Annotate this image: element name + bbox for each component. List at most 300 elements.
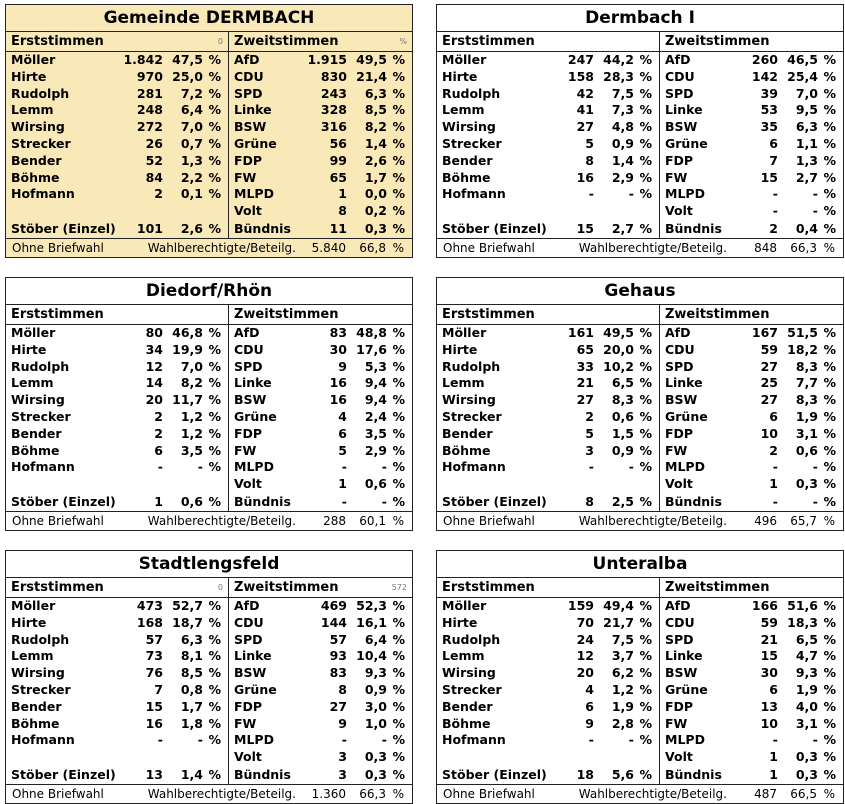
erststimmen-votes: 15	[145, 698, 163, 714]
percent-sign: %	[639, 52, 652, 67]
erststimmen-row	[11, 459, 223, 476]
zweitstimmen-name: BSW	[234, 665, 267, 681]
percent-sign: %	[392, 767, 405, 783]
percent-sign: %	[639, 85, 652, 101]
erststimmen-row	[11, 325, 223, 342]
erststimmen-percent: 19,9	[172, 341, 203, 357]
zweitstimmen-header	[229, 32, 412, 52]
erststimmen-percent: 20,0	[603, 341, 634, 357]
erststimmen-rows	[442, 325, 654, 511]
zweitstimmen-votes: 1	[338, 186, 347, 202]
zweitstimmen-votes: -	[772, 732, 778, 748]
zweitstimmen-votes: 3	[338, 749, 347, 765]
zweitstimmen-votes: 6	[338, 425, 347, 441]
zweitstimmen-percent: 1,0	[364, 715, 387, 731]
zweitstimmen-votes: 167	[751, 325, 778, 340]
zweitstimmen-name: MLPD	[665, 186, 705, 202]
percent-sign: %	[392, 102, 405, 118]
zweitstimmen-name: Linke	[665, 102, 703, 118]
erststimmen-name: Wirsing	[442, 392, 496, 408]
zweitstimmen-percent: 0,3	[795, 767, 818, 783]
erststimmen-name: Hirte	[11, 68, 47, 84]
erststimmen-name: Lemm	[442, 375, 485, 391]
erststimmen-name: Wirsing	[11, 665, 65, 681]
zweitstimmen-row	[665, 443, 838, 460]
footer-wahlberechtigte-label: Wahlberechtigte/Beteilg.	[147, 240, 296, 255]
percent-sign: %	[208, 665, 221, 681]
percent-sign: %	[392, 749, 405, 765]
percent-sign: %	[823, 631, 836, 647]
percent-sign: %	[208, 715, 221, 731]
percent-sign: %	[392, 135, 405, 151]
panel-footer	[437, 785, 843, 803]
erststimmen-row	[11, 598, 223, 615]
zweitstimmen-percent: 18,3	[787, 614, 818, 630]
panel-body	[437, 578, 843, 785]
erststimmen-name	[442, 749, 550, 767]
percent-sign: %	[639, 68, 652, 84]
percent-sign: %	[392, 494, 405, 510]
erststimmen-name	[442, 203, 550, 221]
erststimmen-name: Böhme	[11, 169, 60, 185]
zweitstimmen-percent: 0,0	[364, 186, 387, 202]
erststimmen-votes: 248	[136, 102, 163, 118]
percent-sign: %	[823, 681, 836, 697]
zweitstimmen-percent: 9,4	[364, 392, 387, 408]
erststimmen-name: Möller	[442, 325, 487, 340]
erststimmen-votes: 12	[576, 648, 594, 664]
erststimmen-name: Hirte	[11, 341, 47, 357]
zweitstimmen-votes: 5	[338, 442, 347, 458]
erststimmen-row	[442, 749, 654, 767]
erststimmen-row	[442, 632, 654, 649]
zweitstimmen-name: FW	[665, 715, 688, 731]
erststimmen-rows	[442, 52, 654, 238]
erststimmen-row	[442, 86, 654, 103]
erststimmen-votes: 1.842	[123, 52, 163, 67]
zweitstimmen-label: Zweitstimmen	[234, 580, 339, 595]
zweitstimmen-votes: 1	[338, 476, 347, 492]
zweitstimmen-name: Grüne	[234, 681, 277, 697]
erststimmen-row	[11, 665, 223, 682]
percent-sign: %	[639, 665, 652, 681]
zweitstimmen-row	[234, 392, 407, 409]
zweitstimmen-votes: 25	[760, 375, 778, 391]
zweitstimmen-votes: 1.915	[307, 52, 347, 67]
percent-sign: %	[823, 698, 836, 714]
erststimmen-name: Bender	[442, 698, 493, 714]
erststimmen-name: Möller	[11, 52, 56, 67]
zweitstimmen-percent: 1,9	[795, 408, 818, 424]
erststimmen-percent: 49,5	[603, 325, 634, 340]
erststimmen-name: Hofmann	[442, 186, 506, 202]
erststimmen-percent: 1,4	[611, 152, 634, 168]
erststimmen-row	[11, 443, 223, 460]
percent-sign: %	[639, 425, 652, 441]
zweitstimmen-row	[665, 69, 838, 86]
zweitstimmen-row	[234, 359, 407, 376]
zweitstimmen-row	[234, 699, 407, 716]
erststimmen-percent: 52,7	[172, 598, 203, 613]
erststimmen-votes: 2	[154, 425, 163, 441]
zweitstimmen-row	[665, 170, 838, 187]
erststimmen-votes: 8	[585, 494, 594, 510]
zweitstimmen-votes: 10	[760, 715, 778, 731]
percent-sign: %	[392, 648, 405, 664]
erststimmen-votes	[119, 476, 163, 494]
percent-sign: %	[392, 459, 405, 475]
zweitstimmen-votes: 35	[760, 119, 778, 135]
erststimmen-name: Möller	[11, 325, 56, 340]
percent-sign: %	[639, 341, 652, 357]
zweitstimmen-votes: 57	[329, 631, 347, 647]
erststimmen-percent: 8,3	[611, 392, 634, 408]
percent-sign: %	[392, 476, 405, 492]
erststimmen-votes: 101	[136, 221, 163, 237]
erststimmen-label: Erststimmen	[11, 34, 104, 49]
erststimmen-votes: 20	[145, 392, 163, 408]
zweitstimmen-name: CDU	[665, 341, 695, 357]
panel-body	[6, 578, 412, 785]
zweitstimmen-name: FDP	[665, 698, 694, 714]
erststimmen-name: Wirsing	[442, 119, 496, 135]
panel-footer	[6, 239, 412, 257]
erststimmen-column	[437, 578, 660, 784]
percent-sign: %	[823, 459, 836, 475]
zweitstimmen-percent: 6,5	[795, 631, 818, 647]
panel-title: Stadtlengsfeld	[6, 551, 412, 578]
erststimmen-name: Bender	[11, 425, 62, 441]
zweitstimmen-votes: 13	[760, 698, 778, 714]
zweitstimmen-header	[229, 578, 412, 598]
erststimmen-percent: 10,2	[603, 358, 634, 374]
panel-body	[437, 32, 843, 239]
zweitstimmen-name: CDU	[234, 68, 264, 84]
erststimmen-name: Stöber (Einzel)	[11, 494, 116, 510]
erststimmen-percent: 3,7	[611, 648, 634, 664]
erststimmen-percent: 7,0	[180, 119, 203, 135]
percent-sign: %	[208, 169, 221, 185]
percent-sign: %	[392, 358, 405, 374]
zweitstimmen-votes: -	[341, 459, 347, 475]
erststimmen-percent: 25,0	[172, 68, 203, 84]
footer-wahlberechtigte-label: Wahlberechtigte/Beteilg.	[578, 786, 727, 801]
zweitstimmen-header	[660, 305, 843, 325]
erststimmen-percent: 6,4	[180, 102, 203, 118]
zweitstimmen-row	[665, 119, 838, 136]
erststimmen-name: Strecker	[442, 135, 502, 151]
zweitstimmen-row	[234, 102, 407, 119]
erststimmen-name: Hofmann	[442, 732, 506, 748]
percent-sign: %	[392, 665, 405, 681]
zweitstimmen-votes: 2	[769, 221, 778, 237]
percent-sign: %	[392, 631, 405, 647]
erststimmen-name: Strecker	[11, 135, 71, 151]
erststimmen-name: Lemm	[11, 648, 54, 664]
zweitstimmen-votes: 27	[760, 358, 778, 374]
zweitstimmen-votes: 8	[338, 681, 347, 697]
erststimmen-votes: 3	[585, 442, 594, 458]
erststimmen-votes: 247	[567, 52, 594, 67]
erststimmen-name	[11, 749, 119, 767]
footer-wahlberechtigte-label: Wahlberechtigte/Beteilg.	[578, 240, 727, 255]
erststimmen-votes: 65	[576, 341, 594, 357]
percent-sign: %	[392, 698, 405, 714]
percent-sign: %	[639, 392, 652, 408]
erststimmen-row	[442, 598, 654, 615]
footer-briefwahl-label: Ohne Briefwahl	[443, 786, 535, 801]
zweitstimmen-name: Volt	[234, 749, 262, 765]
erststimmen-name: Möller	[442, 52, 487, 67]
erststimmen-name: Rudolph	[11, 85, 70, 101]
zweitstimmen-row	[234, 767, 407, 784]
footer-wahlberechtigte-label: Wahlberechtigte/Beteilg.	[578, 513, 727, 528]
zweitstimmen-row	[234, 665, 407, 682]
erststimmen-row	[11, 476, 223, 494]
erststimmen-row	[11, 170, 223, 187]
zweitstimmen-votes: 83	[329, 325, 347, 340]
footer-percent-sign: %	[392, 786, 404, 801]
zweitstimmen-name: Linke	[234, 648, 272, 664]
erststimmen-percent: 28,3	[603, 68, 634, 84]
erststimmen-name: Hofmann	[11, 459, 75, 475]
erststimmen-percent: 0,9	[611, 442, 634, 458]
erststimmen-votes: 24	[576, 631, 594, 647]
zweitstimmen-row	[234, 136, 407, 153]
erststimmen-name: Strecker	[11, 681, 71, 697]
percent-sign: %	[639, 631, 652, 647]
percent-sign: %	[208, 494, 221, 510]
erststimmen-percent: -	[197, 459, 203, 475]
erststimmen-header	[437, 32, 659, 52]
zweitstimmen-name: AfD	[234, 52, 260, 67]
zweitstimmen-percent: 2,4	[364, 408, 387, 424]
zweitstimmen-row	[665, 325, 838, 342]
footer-beteiligung-value: 66,5	[790, 786, 817, 801]
erststimmen-percent: 49,4	[603, 598, 634, 613]
zweitstimmen-row	[665, 732, 838, 749]
zweitstimmen-percent: 9,3	[364, 665, 387, 681]
zweitstimmen-row	[665, 682, 838, 699]
panel-footer	[437, 239, 843, 257]
erststimmen-row	[11, 153, 223, 170]
erststimmen-name: Böhme	[442, 169, 491, 185]
result-panel-2	[436, 4, 844, 258]
erststimmen-name: Stöber (Einzel)	[11, 767, 116, 783]
erststimmen-name: Rudolph	[11, 358, 70, 374]
panel-title: Diedorf/Rhön	[6, 278, 412, 305]
footer-briefwahl-label: Ohne Briefwahl	[12, 240, 104, 255]
zweitstimmen-name: Volt	[665, 203, 693, 219]
erststimmen-row	[442, 648, 654, 665]
zweitstimmen-name: FDP	[234, 152, 263, 168]
erststimmen-name: Lemm	[442, 648, 485, 664]
erststimmen-row	[442, 716, 654, 733]
erststimmen-percent: 4,8	[611, 119, 634, 135]
erststimmen-label: Erststimmen	[442, 34, 535, 49]
percent-sign: %	[823, 325, 836, 340]
percent-sign: %	[823, 614, 836, 630]
percent-sign: %	[392, 221, 405, 237]
zweitstimmen-row	[665, 459, 838, 476]
percent-sign: %	[208, 52, 221, 67]
zweitstimmen-percent: -	[812, 732, 818, 748]
zweitstimmen-label: Zweitstimmen	[665, 34, 770, 49]
erststimmen-percent: 1,3	[180, 152, 203, 168]
zweitstimmen-percent: 51,6	[787, 598, 818, 613]
percent-sign: %	[392, 152, 405, 168]
erststimmen-percent: 0,8	[180, 681, 203, 697]
percent-sign: %	[639, 442, 652, 458]
zweitstimmen-percent: 1,3	[795, 152, 818, 168]
zweitstimmen-row	[234, 170, 407, 187]
erststimmen-percent: 2,5	[611, 494, 634, 510]
erststimmen-votes	[550, 476, 594, 494]
percent-sign: %	[823, 203, 836, 219]
erststimmen-votes: 8	[585, 152, 594, 168]
zweitstimmen-percent: 25,4	[787, 68, 818, 84]
zweitstimmen-percent: -	[381, 732, 387, 748]
zweitstimmen-name: Grüne	[665, 408, 708, 424]
zweitstimmen-percent: 9,4	[364, 375, 387, 391]
zweitstimmen-name: Grüne	[234, 135, 277, 151]
zweitstimmen-name: Grüne	[234, 408, 277, 424]
erststimmen-row	[11, 69, 223, 86]
zweitstimmen-row	[665, 767, 838, 784]
zweitstimmen-votes: 10	[760, 425, 778, 441]
erststimmen-row	[11, 342, 223, 359]
percent-sign: %	[208, 375, 221, 391]
zweitstimmen-row	[665, 665, 838, 682]
erststimmen-votes: 52	[145, 152, 163, 168]
zweitstimmen-percent: 0,3	[364, 767, 387, 783]
percent-sign: %	[392, 681, 405, 697]
zweitstimmen-name: Linke	[234, 375, 272, 391]
erststimmen-votes: 9	[585, 715, 594, 731]
erststimmen-row	[442, 136, 654, 153]
percent-sign: %	[208, 408, 221, 424]
percent-sign: %	[639, 221, 652, 237]
zweitstimmen-name: SPD	[665, 85, 694, 101]
erststimmen-header	[6, 32, 228, 52]
zweitstimmen-votes: 328	[320, 102, 347, 118]
erststimmen-votes: 15	[576, 221, 594, 237]
zweitstimmen-votes: -	[772, 494, 778, 510]
zweitstimmen-rows	[665, 325, 838, 511]
percent-sign: %	[823, 598, 836, 613]
zweitstimmen-percent: 0,3	[795, 749, 818, 765]
zweitstimmen-percent: 0,9	[364, 681, 387, 697]
zweitstimmen-rows	[234, 598, 407, 784]
zweitstimmen-name: BSW	[665, 665, 698, 681]
footer-wahlberechtigte-value: 5.840	[311, 240, 346, 255]
zweitstimmen-votes: 4	[338, 408, 347, 424]
zweitstimmen-name: Linke	[665, 648, 703, 664]
erststimmen-percent	[594, 476, 634, 494]
zweitstimmen-name: CDU	[665, 68, 695, 84]
zweitstimmen-name: Bündnis	[234, 494, 291, 510]
zweitstimmen-name: CDU	[665, 614, 695, 630]
erststimmen-percent: 1,9	[611, 698, 634, 714]
erststimmen-votes: 168	[136, 614, 163, 630]
zweitstimmen-percent: 16,1	[356, 614, 387, 630]
zweitstimmen-row	[234, 716, 407, 733]
erststimmen-row	[442, 119, 654, 136]
zweitstimmen-row	[665, 375, 838, 392]
percent-sign: %	[208, 135, 221, 151]
zweitstimmen-column	[660, 32, 843, 238]
zweitstimmen-percent: 8,2	[364, 119, 387, 135]
panel-body	[6, 32, 412, 239]
percent-sign: %	[639, 715, 652, 731]
percent-sign: %	[208, 648, 221, 664]
zweitstimmen-column	[229, 578, 412, 784]
percent-sign: %	[639, 102, 652, 118]
erststimmen-votes: 12	[145, 358, 163, 374]
zweitstimmen-row	[665, 615, 838, 632]
erststimmen-name: Rudolph	[442, 631, 501, 647]
zweitstimmen-votes: 53	[760, 102, 778, 118]
zweitstimmen-name: BSW	[665, 392, 698, 408]
zweitstimmen-percent: 0,6	[364, 476, 387, 492]
erststimmen-row	[11, 699, 223, 716]
footer-briefwahl-label: Ohne Briefwahl	[443, 240, 535, 255]
erststimmen-row	[442, 392, 654, 409]
footer-briefwahl-label: Ohne Briefwahl	[443, 513, 535, 528]
erststimmen-votes: 2	[585, 408, 594, 424]
zweitstimmen-row	[234, 426, 407, 443]
erststimmen-column	[6, 578, 229, 784]
erststimmen-percent	[594, 203, 634, 221]
percent-sign: %	[208, 732, 221, 748]
percent-sign: %	[823, 408, 836, 424]
zweitstimmen-name: FDP	[665, 425, 694, 441]
zweitstimmen-percent: -	[812, 459, 818, 475]
percent-sign: %	[208, 598, 221, 613]
zweitstimmen-percent: 17,6	[356, 341, 387, 357]
zweitstimmen-name: SPD	[665, 358, 694, 374]
panel-footer	[437, 512, 843, 530]
percent-sign	[634, 749, 654, 767]
zweitstimmen-name: FDP	[234, 425, 263, 441]
erststimmen-name: Hofmann	[442, 459, 506, 475]
zweitstimmen-percent: 0,3	[364, 749, 387, 765]
erststimmen-row	[442, 69, 654, 86]
erststimmen-name: Wirsing	[442, 665, 496, 681]
percent-sign: %	[392, 325, 405, 340]
zweitstimmen-row	[234, 325, 407, 342]
zweitstimmen-rows	[665, 598, 838, 784]
zweitstimmen-votes: 59	[760, 614, 778, 630]
percent-sign: %	[639, 648, 652, 664]
zweitstimmen-name: SPD	[234, 358, 263, 374]
erststimmen-percent: 6,2	[611, 665, 634, 681]
erststimmen-row	[11, 119, 223, 136]
erststimmen-row	[11, 52, 223, 69]
zweitstimmen-votes: 83	[329, 665, 347, 681]
percent-sign: %	[639, 732, 652, 748]
percent-sign: %	[823, 341, 836, 357]
percent-sign: %	[208, 392, 221, 408]
zweitstimmen-row	[234, 615, 407, 632]
erststimmen-row	[11, 86, 223, 103]
erststimmen-row	[442, 170, 654, 187]
percent-sign: %	[392, 598, 405, 613]
erststimmen-name: Bender	[11, 698, 62, 714]
footer-wahlberechtigte-value: 487	[754, 786, 777, 801]
percent-sign: %	[639, 325, 652, 340]
footer-briefwahl-label: Ohne Briefwahl	[12, 513, 104, 528]
